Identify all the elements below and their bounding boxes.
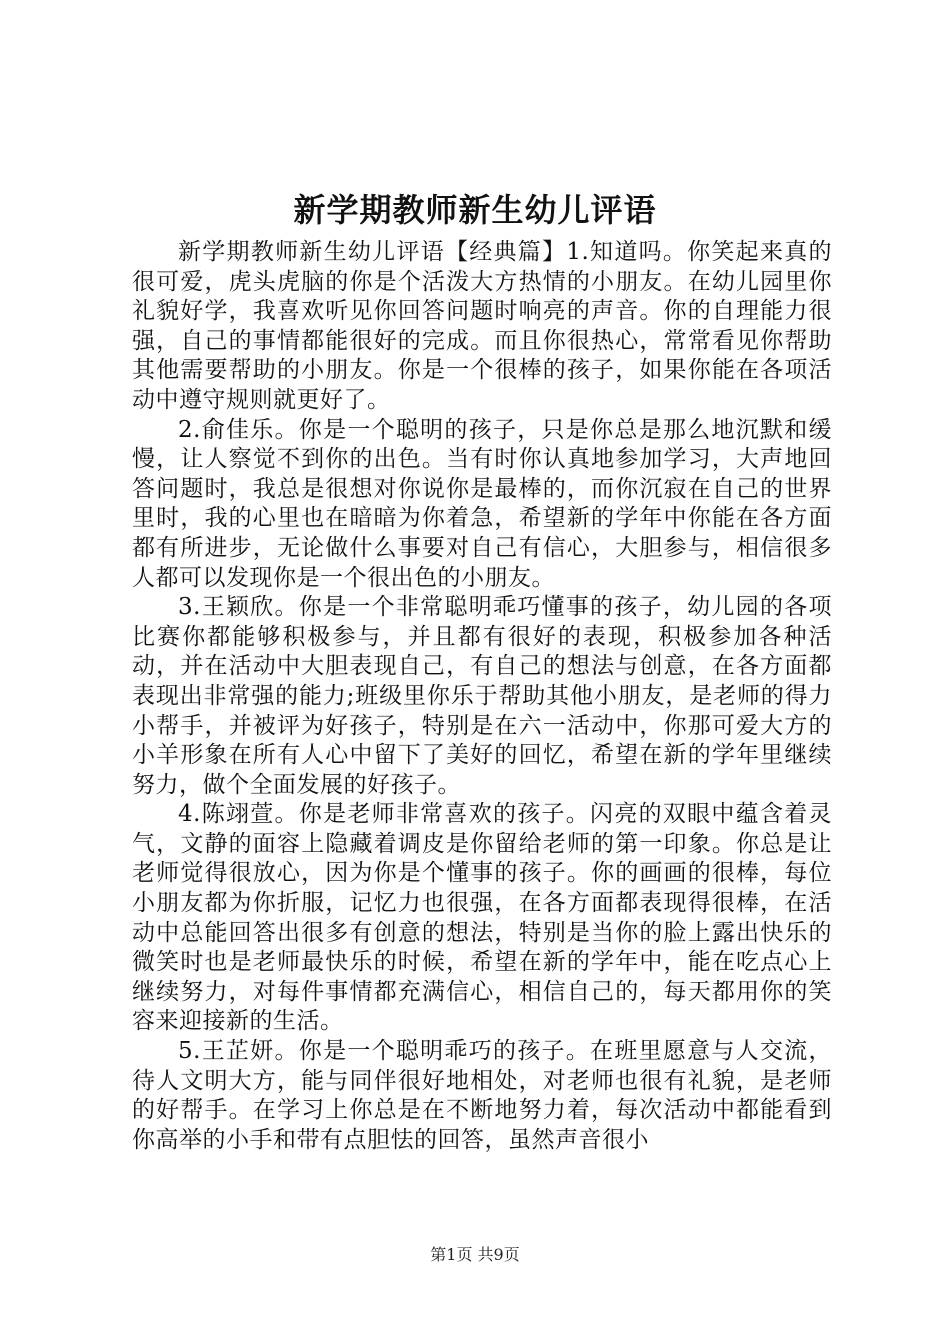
paragraph-intro: 新学期教师新生幼儿评语【经典篇】1.知道吗。你笑起来真的很可爱，虎头虎脑的你是个活泼大方热情的小朋友。在幼儿园里你礼貌好学，我喜欢听见你回答问题时响亮的声音。你的自理能力很强，自己的事情都能很好的完成。而且你很热心，常常看见你帮助其他需要帮助的小朋友。你是一个很棒的孩子，如果你能在各项活动中遵守规则就更好了。	[132, 239, 832, 413]
paragraph-5: 5.王芷妍。你是一个聪明乖巧的孩子。在班里愿意与人交流，待人文明大方，能与同伴很好地相处，对老师也很有礼貌，是老师的好帮手。在学习上你总是在不断地努力着，每次活动中都能看到你高举的小手和带有点胆怯的回答，虽然声音很小	[132, 1038, 832, 1153]
paragraph-3: 3.王颖欣。你是一个非常聪明乖巧懂事的孩子，幼儿园的各项比赛你都能够积极参与，并且都有很好的表现，积极参加各种活动，并在活动中大胆表现自己，有自己的想法与创意，在各方面都表现出非常强的能力;班级里你乐于帮助其他小朋友，是老师的得力小帮手，并被评为好孩子，特别是在六一活动中，你那可爱大方的小羊形象在所有人心中留下了美好的回忆，希望在新的学年里继续努力，做个全面发展的好孩子。	[132, 594, 832, 798]
paragraph-2: 2.俞佳乐。你是一个聪明的孩子，只是你总是那么地沉默和缓慢，让人察觉不到你的出色。当有时你认真地参加学习，大声地回答问题时，我总是很想对你说你是最棒的，而你沉寂在自己的世界里时，我的心里也在暗暗为你着急，希望新的学年中你能在各方面都有所进步，无论做什么事要对自己有信心，大胆参与，相信很多人都可以发现你是一个很出色的小朋友。	[132, 416, 832, 591]
paragraph-4: 4.陈翊萱。你是老师非常喜欢的孩子。闪亮的双眼中蕴含着灵气，文静的面容上隐藏着调皮是你留给老师的第一印象。你总是让老师觉得很放心，因为你是个懂事的孩子。你的画画的很棒，每位小朋友都为你折服，记忆力也很强，在各方面都表现得很棒，在活动中总能回答出很多有创意的想法，特别是当你的脸上露出快乐的微笑时也是老师最快乐的时候，希望在新的学年中，能在吃点心上继续努力，对每件事情都充满信心，相信自己的，每天都用你的笑容来迎接新的生活。	[132, 801, 832, 1035]
page-number-footer: 第1页 共9页	[430, 1245, 520, 1264]
document-body	[132, 238, 832, 1155]
document-title: 新学期教师新生幼儿评语	[293, 191, 657, 229]
